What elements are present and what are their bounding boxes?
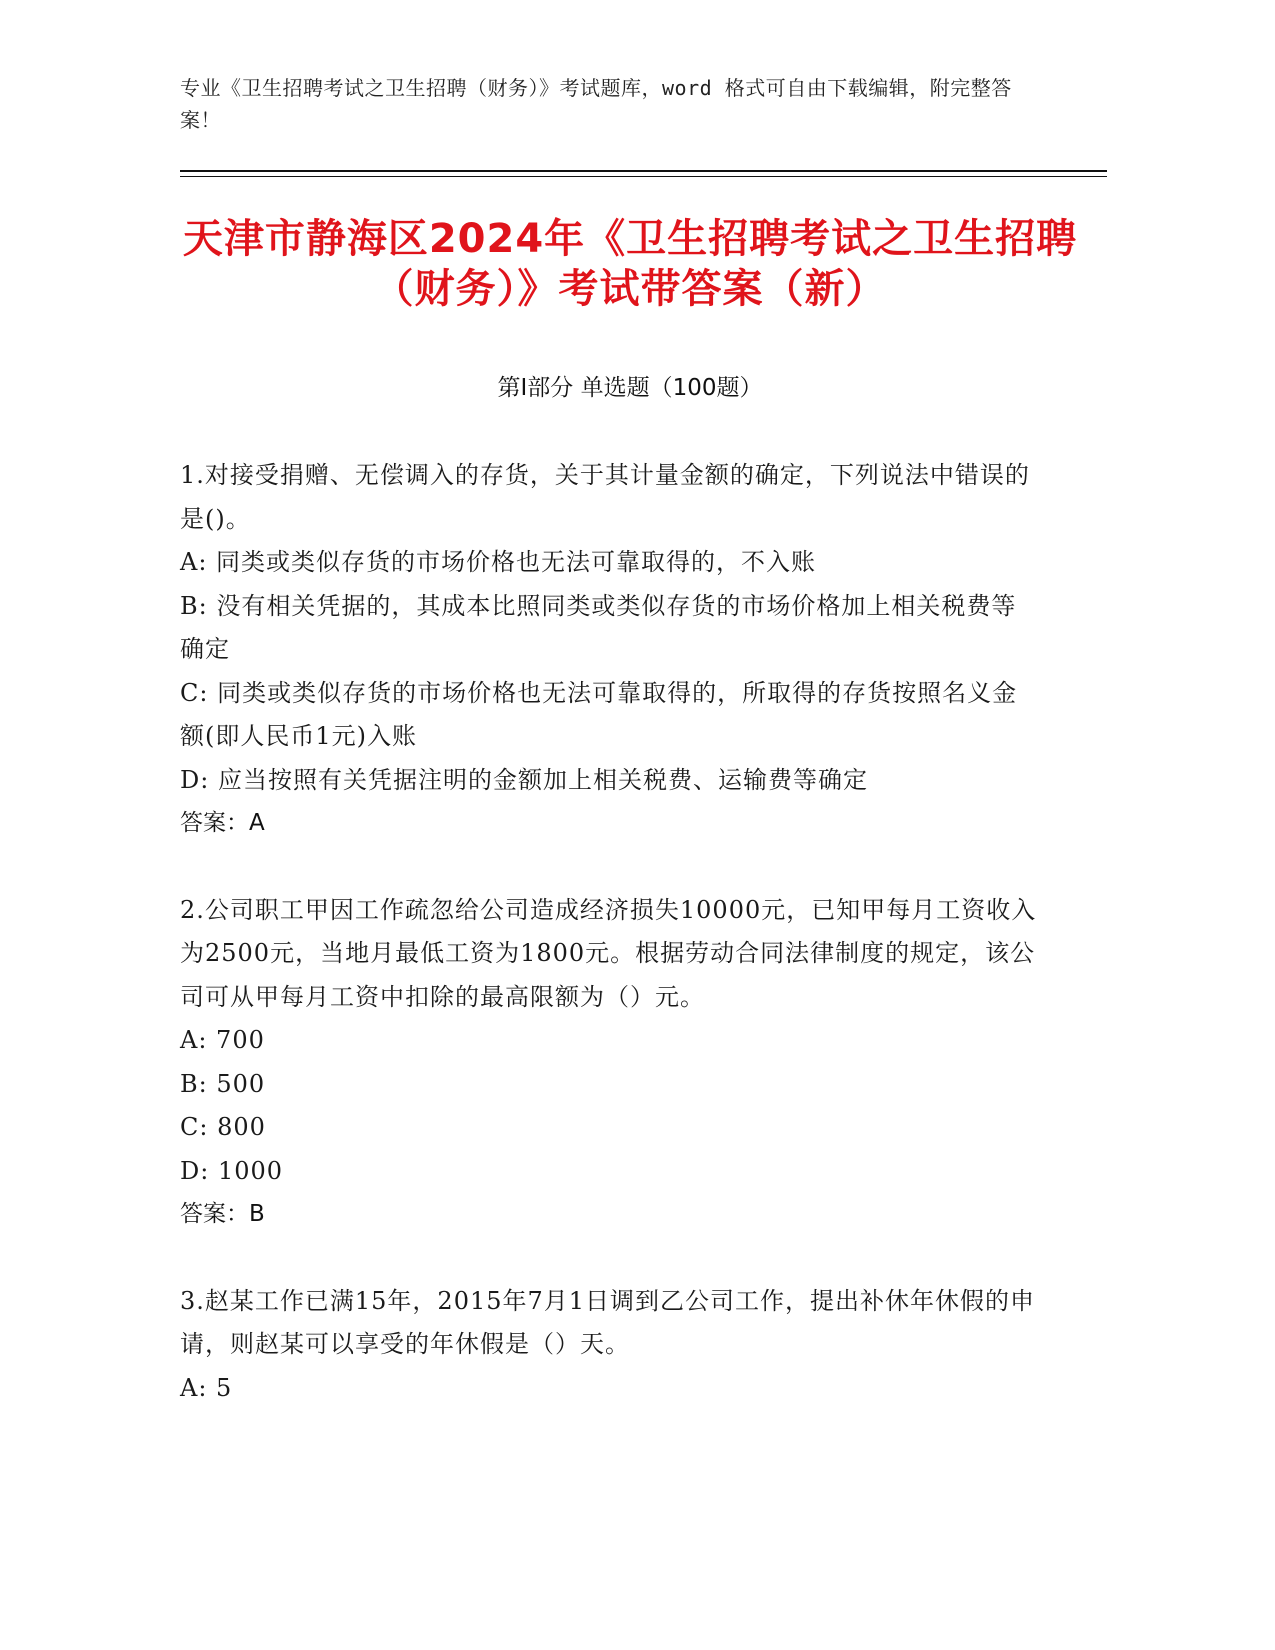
option-d: D: 1000 bbox=[180, 1156, 284, 1185]
option-a: A: 5 bbox=[180, 1373, 233, 1402]
option-a: A: 同类或类似存货的市场价格也无法可靠取得的，不入账 bbox=[180, 548, 817, 576]
question-list bbox=[180, 454, 1040, 1453]
option-d: D: 应当按照有关凭据注明的金额加上相关税费、运输费等确定 bbox=[180, 765, 868, 794]
answer-line: 答案：B bbox=[180, 1201, 265, 1227]
option-c: C: 同类或类似存货的市场价格也无法可靠取得的，所取得的存货按照名义金额(即人民币1元)入账 bbox=[180, 678, 1018, 750]
question-stem: 1.对接受捐赠、无偿调入的存货，关于其计量金额的确定，下列说法中错误的是()。 bbox=[180, 461, 1030, 533]
answer-line: 答案：A bbox=[180, 810, 265, 836]
question-3 bbox=[180, 1280, 1040, 1411]
option-b: B: 500 bbox=[180, 1069, 266, 1098]
section-title: 第Ⅰ部分 单选题（100题） bbox=[497, 375, 763, 401]
header-note: 专业《卫生招聘考试之卫生招聘（财务）》考试题库，word 格式可自由下载编辑，附完整答案！ bbox=[180, 76, 1012, 132]
option-b: B: 没有相关凭据的，其成本比照同类或类似存货的市场价格加上相关税费等确定 bbox=[180, 591, 1017, 663]
question-2 bbox=[180, 889, 1040, 1237]
document-title: 天津市静海区2024年《卫生招聘考试之卫生招聘（财务）》考试带答案（新） bbox=[182, 216, 1078, 312]
option-c: C: 800 bbox=[180, 1113, 266, 1141]
question-stem: 2.公司职工甲因工作疏忽给公司造成经济损失10000元，已知甲每月工资收入为2500元，当地月最低工资为1800元。根据劳动合同法律制度的规定，该公司可从甲每月工资中扣除的最高限额为（）元。 bbox=[180, 895, 1037, 1011]
question-1 bbox=[180, 454, 1040, 846]
question-stem: 3.赵某工作已满15年，2015年7月1日调到乙公司工作，提出补休年休假的申请，则赵某可以享受的年休假是（）天。 bbox=[180, 1286, 1036, 1358]
header-divider-thick bbox=[180, 170, 1107, 172]
option-a: A: 700 bbox=[180, 1026, 265, 1054]
header-divider-thin bbox=[180, 176, 1107, 177]
